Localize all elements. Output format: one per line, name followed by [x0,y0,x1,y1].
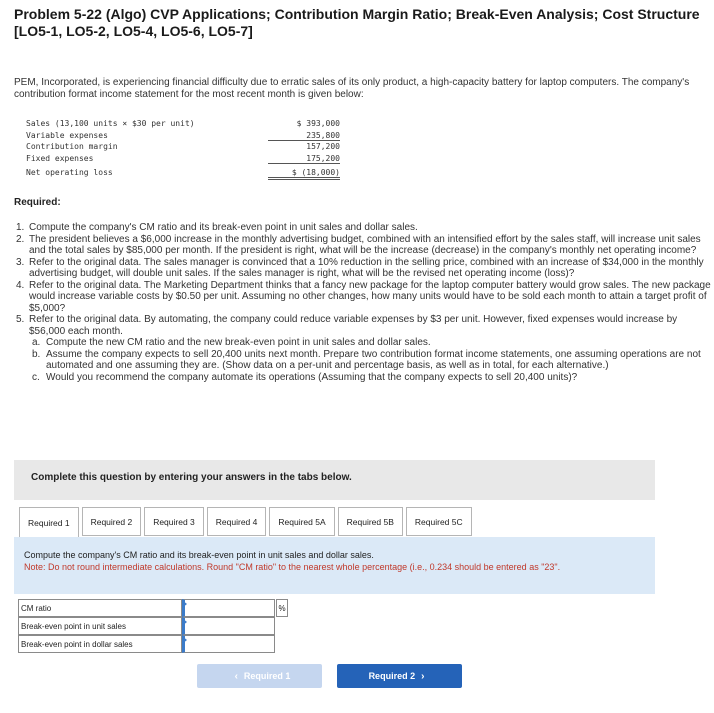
answer-label: Break-even point in dollar sales [18,635,182,653]
requirement-item [16,280,712,315]
next-button[interactable] [337,664,462,688]
panel-instruction: Compute the company's CM ratio and its break-even point in unit sales and dollar sales. [24,550,374,560]
requirement-item [16,222,712,234]
statement-value: $ 393,000 [296,119,340,128]
tab-required-1[interactable]: Required 1 [19,507,79,538]
panel-note: Note: Do not round intermediate calculations. Round "CM ratio" to the nearest whole percentage (i.e., 0.234 should be entered as "23". [24,562,561,572]
requirement-number: 3. [16,256,25,268]
statement-row-contribution-margin [26,142,346,154]
answer-row-break-even-units [18,617,278,635]
instructions-banner [14,460,655,500]
sub-requirement-text: Compute the new CM ratio and the new break-even point in unit sales and dollar sales. [46,337,431,348]
tab-required-2[interactable]: Required 2 [82,507,142,536]
requirement-text: Compute the company's CM ratio and its break-even point in unit sales and dollar sales. [29,222,418,233]
sub-requirement-item [32,372,712,384]
statement-value: 175,200 [268,154,340,164]
sub-requirement-item [32,349,712,372]
requirements-list [16,222,712,383]
sub-requirement-item [32,337,712,349]
income-statement [26,119,346,180]
prev-button-label: Required 1 [243,671,291,681]
requirement-tabs [19,507,472,538]
sub-requirement-letter: a. [32,337,41,348]
tab-required-5a[interactable]: Required 5A [269,507,334,536]
requirement-number: 4. [16,279,25,291]
answer-label: CM ratio [18,599,182,617]
requirement-item [16,234,712,257]
cm-ratio-input[interactable] [182,599,275,617]
chevron-right-icon: › [421,670,425,682]
sub-requirement-text: Would you recommend the company automate its operations (Assuming that the company expects to sell 20,400 units)? [46,371,578,383]
statement-row-fixed-expenses [26,154,346,166]
answer-table [18,599,286,653]
requirement-text: Refer to the original data. By automating, the company could reduce variable expenses by $3 per unit. However, fixed expenses would increase by $56,000 each month. [29,314,678,337]
break-even-dollars-input[interactable] [182,635,275,653]
next-button-label: Required 2 [368,671,416,681]
requirement-number: 5. [16,314,25,325]
problem-title: Problem 5-22 (Algo) CVP Applications; Contribution Margin Ratio; Break-Even Analysis; Cost Structure [LO5-1, LO5-2, LO5-4, LO5-6, LO5-7] [14,6,700,39]
requirement-number: 1. [16,222,25,233]
sub-requirement-text: Assume the company expects to sell 20,400 units next month. Prepare two contribution format income statements, one assuming operations are not automated and one assuming they are. (Show data on a per-unit and percentage basis, as well as in total, for each alternative.) [46,348,701,371]
statement-label: Net operating loss [26,168,113,177]
answer-row-cm-ratio [18,599,286,617]
chevron-left-icon: ‹ [234,670,238,682]
statement-label: Fixed expenses [26,153,94,163]
statement-value: $ (18,000) [268,168,340,180]
statement-label: Sales (13,100 units × $30 per unit) [26,119,195,128]
requirement-text: Refer to the original data. The Marketing Department thinks that a fancy new package for the laptop computer battery would grow sales. The new package would increase variable costs by $0.50 per unit. Assuming no other changes, how many units would have to be sold each month to attain a target profit of $5,000? [29,279,711,314]
sub-requirement-letter: c. [32,371,40,383]
tab-required-3[interactable]: Required 3 [144,507,204,536]
prev-button[interactable] [197,664,322,688]
statement-row-sales [26,119,346,131]
banner-text: Complete this question by entering your answers in the tabs below. [31,472,352,483]
tab-required-5c[interactable]: Required 5C [406,507,472,536]
required-heading: Required: [14,197,61,208]
statement-label: Variable expenses [26,130,108,140]
question-panel [14,537,655,594]
statement-row-net-operating-loss [26,168,346,180]
answer-row-break-even-dollars [18,635,278,653]
requirement-text: Refer to the original data. The sales manager is convinced that a 10% reduction in the selling price, combined with an increase of $34,000 in the monthly advertising budget, will double unit sales. If the sales manager is right, what will be the revised net operating income (loss)? [29,256,704,279]
percent-unit: % [276,599,288,617]
statement-value: 235,800 [268,131,340,141]
statement-label: Contribution margin [26,142,118,151]
sub-requirement-letter: b. [32,348,41,360]
requirement-item [16,314,712,337]
statement-row-variable-expenses [26,131,346,143]
problem-intro: PEM, Incorporated, is experiencing financial difficulty due to erratic sales of its only product, a high-capacity battery for laptop computers. The company's contribution format income statement for the most recent month is given below: [14,77,690,100]
requirement-item [16,257,712,280]
answer-label: Break-even point in unit sales [18,617,182,635]
statement-value: 157,200 [306,142,340,151]
tab-required-4[interactable]: Required 4 [207,507,267,536]
requirement-text: The president believes a $6,000 increase in the monthly advertising budget, combined with an intensified effort by the sales staff, will increase unit sales and the total sales by $85,000 per month. If the president is right, what will be the increase (decrease) in the company's monthly net operating income? [29,233,701,256]
requirement-number: 2. [16,233,25,245]
break-even-units-input[interactable] [182,617,275,635]
tab-required-5b[interactable]: Required 5B [338,507,403,536]
